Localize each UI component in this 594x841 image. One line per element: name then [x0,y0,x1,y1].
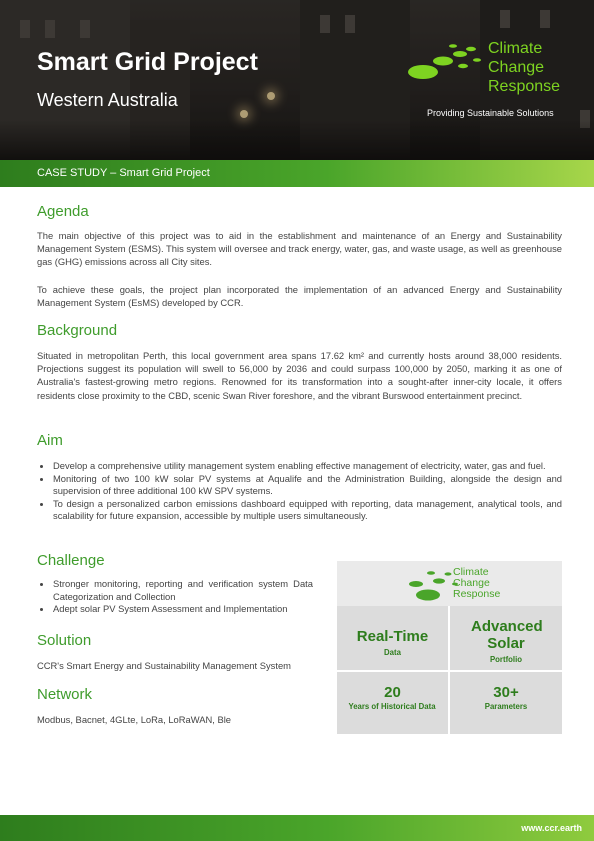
page-subtitle: Western Australia [37,90,178,110]
logo-word-change: Change [488,59,545,76]
page-title: Smart Grid Project [37,48,258,76]
challenge-list [37,578,313,616]
network-heading: Network [37,686,93,703]
logo-tagline: Providing Sustainable Solutions [427,108,554,118]
background-heading: Background [37,322,118,339]
ccr-logo [405,38,575,124]
list-item: Stronger monitoring, reporting and verification system Data Categorization and Collection [37,578,313,603]
logo-word-climate: Climate [488,40,543,57]
stats-panel [337,561,562,734]
list-item: Adept solar PV System Assessment and Implementation [37,603,313,616]
agenda-heading: Agenda [37,203,89,220]
stat-label: Parameters [484,702,528,711]
footer-website-link[interactable]: www.ccr.earth [521,823,582,833]
stat-advanced-solar [450,606,562,670]
agenda-paragraph-2: To achieve these goals, the project plan incorporated the implementation of an advanced Energy and Sustainability Management System (EsMS) developed by CCR. [37,284,562,309]
stats-panel-logo [337,561,562,606]
footer-bar [0,815,594,841]
stat-value: Advanced Solar [471,618,543,652]
aim-list [37,460,562,523]
leaf-dots-icon [405,42,485,102]
solution-text: CCR's Smart Energy and Sustainability Management System [37,660,291,671]
stat-label: Years of Historical Data [348,702,436,711]
agenda-paragraph-1: The main objective of this project was to aid in the establishment and maintenance of an Energy and Sustainability Management System (ESMS). This system will oversee and track energy, water, gas, and waste usage, as well as greenhouse gas (GHG) emissions across all City sites. [37,230,562,268]
logo-word-climate: Climate [453,566,489,578]
stats-logo-wordmark [453,567,500,600]
logo-word-change: Change [453,577,490,589]
aim-heading: Aim [37,432,63,449]
solution-heading: Solution [37,632,92,649]
list-item: Monitoring of two 100 kW solar PV systems at Aqualife and the Administration Building, alongside the design and supervision of three additional 100 kW SPV systems. [37,473,562,498]
background-paragraph: Situated in metropolitan Perth, this local government area spans 17.62 km² and currently hosts around 38,000 residents. Projections suggest its population will swell to 56,000 by 2036 and could surpass 100,000 by 2050, marking it as one of Australia's fastest-growing metro regions. Renowned for its transformation into a sought-after inner-city locale, it offers residents close proximity to the CBD, scenic Swan River foreshore, and the vibrant Burswood entertainment precinct. [37,350,562,401]
logo-wordmark [488,39,560,96]
list-item: To design a personalized carbon emissions dashboard equipped with reporting, data management, analytical tools, and scalability for future expansion, accessible by multiple users simultaneously. [37,498,562,523]
stat-label: Data [384,648,401,657]
stat-value: Real-Time [356,628,429,645]
logo-word-response: Response [453,588,501,600]
stat-historical-data [337,672,448,734]
list-item: Develop a comprehensive utility management system enabling effective management of electricity, water, gas and fuel. [37,460,562,473]
stat-value: 20 [384,684,401,701]
stat-label: Portfolio [489,655,523,664]
logo-word-response: Response [488,78,561,95]
stat-parameters [450,672,562,734]
case-study-bar [0,160,594,187]
stat-value: 30+ [493,684,519,701]
stat-realtime [337,606,448,670]
challenge-heading: Challenge [37,552,105,569]
case-study-label: CASE STUDY – Smart Grid Project [37,167,210,179]
network-text: Modbus, Bacnet, 4GLte, LoRa, LoRaWAN, Ble [37,714,232,725]
